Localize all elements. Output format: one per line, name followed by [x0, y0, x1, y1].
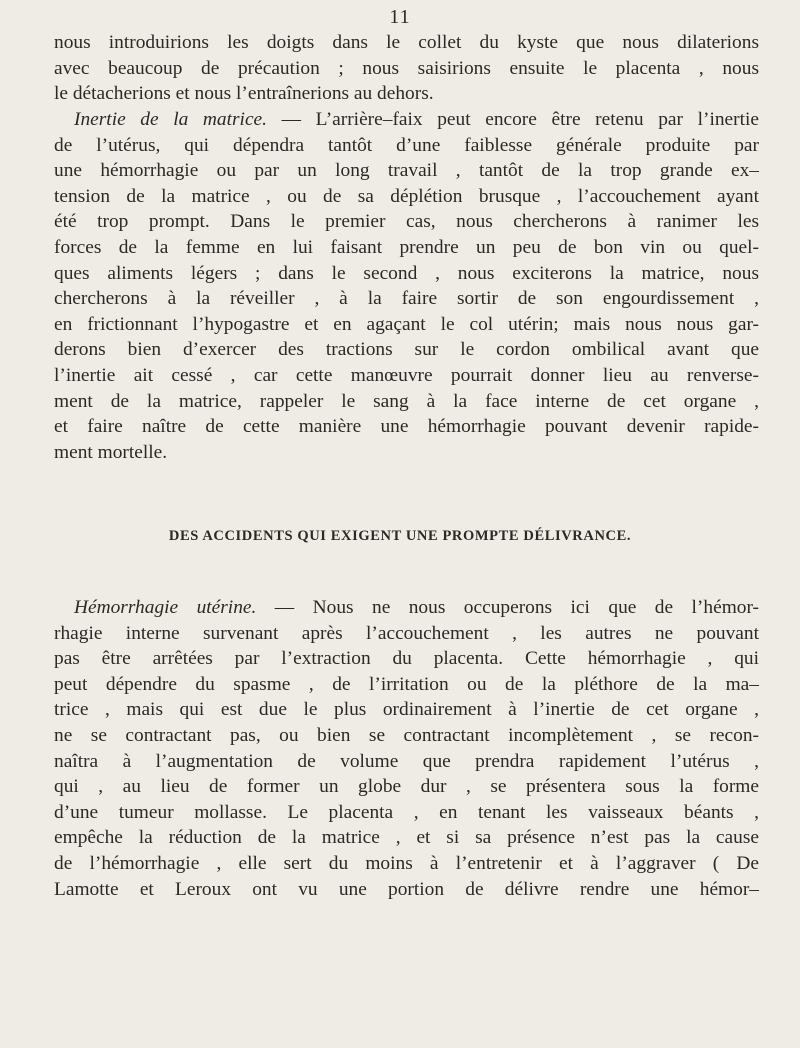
- text-line: peut dépendre du spasme , de l’irritation ou de la pléthore de la ma–: [54, 673, 759, 695]
- text-fragment: — Nous ne nous occuperons ici que de l’hémor-: [256, 597, 759, 618]
- page-number: 11: [389, 6, 411, 28]
- text-line: ment mortelle.: [54, 441, 168, 463]
- section-lead-hemorrhagie: Hémorrhagie utérine.: [74, 597, 257, 618]
- text-line: le détacherions et nous l’entraînerions au dehors.: [54, 83, 434, 105]
- text-line: de l’utérus, qui dépendra tantôt d’une faiblesse générale produite par: [54, 134, 759, 156]
- text-line: rhagie interne survenant après l’accouchement , les autres ne pouvant: [54, 622, 759, 644]
- text-line: avec beaucoup de précaution ; nous saisirions ensuite le placenta , nous: [54, 57, 759, 79]
- text-line: Lamotte et Leroux ont vu une portion de délivre rendre une hémor–: [54, 878, 759, 900]
- text-line: d’une tumeur mollasse. Le placenta , en tenant les vaisseaux béants ,: [54, 801, 759, 823]
- text-line: naîtra à l’augmentation de volume que prendra rapidement l’utérus ,: [54, 750, 759, 772]
- text-line: nous introduirions les doigts dans le collet du kyste que nous dilaterions: [54, 32, 759, 53]
- text-line: tension de la matrice , ou de sa déplétion brusque , l’accouchement ayant: [54, 185, 759, 207]
- section-heading: DES ACCIDENTS QUI EXIGENT UNE PROMPTE DÉLIVRANCE.: [168, 528, 632, 544]
- text-line: ques aliments légers ; dans le second , nous exciterons la matrice, nous: [54, 262, 759, 284]
- text-line: ne se contractant pas, ou bien se contractant incomplètement , se recon-: [54, 724, 759, 746]
- text-line: forces de la femme en lui faisant prendre un peu de bon vin ou quel-: [54, 236, 759, 258]
- text-line: empêche la réduction de la matrice , et si sa présence n’est pas la cause: [54, 827, 759, 849]
- text-line: l’inertie ait cessé , car cette manœuvre pourrait donner lieu au renverse-: [54, 364, 759, 386]
- text-line: de l’hémorrhagie , elle sert du moins à l’entretenir et à l’aggraver ( De: [54, 852, 759, 874]
- section-lead-inertie: Inertie de la matrice.: [74, 109, 268, 130]
- text-line: en frictionnant l’hypogastre et en agaçant le col utérin; mais nous nous gar-: [54, 313, 759, 335]
- text-line: derons bien d’exercer des tractions sur le cordon ombilical avant que: [54, 339, 759, 361]
- text-line: chercherons à la réveiller , à la faire sortir de son engourdissement ,: [54, 288, 759, 310]
- paragraph-continuation: [54, 30, 759, 107]
- text-line: qui , au lieu de former un globe dur , se présentera sous la forme: [54, 776, 759, 798]
- text-line: [54, 107, 759, 133]
- paragraph-hemorrhagie: [54, 595, 759, 902]
- text-fragment: — L’arrière–faix peut encore être retenu par l’inertie: [267, 109, 759, 130]
- text-line: une hémorrhagie ou par un long travail , tantôt de la trop grande ex–: [54, 160, 759, 182]
- text-line: ment de la matrice, rappeler le sang à la face interne de cet organe ,: [54, 390, 759, 412]
- paragraph-inertie: [54, 107, 759, 465]
- text-line: été trop prompt. Dans le premier cas, nous chercherons à ranimer les: [54, 211, 759, 233]
- text-line: [54, 595, 759, 621]
- text-line: et faire naître de cette manière une hémorrhagie pouvant devenir rapide-: [54, 416, 759, 438]
- text-line: pas être arrêtées par l’extraction du placenta. Cette hémorrhagie , qui: [54, 648, 759, 670]
- text-line: trice , mais qui est due le plus ordinairement à l’inertie de cet organe ,: [54, 699, 759, 721]
